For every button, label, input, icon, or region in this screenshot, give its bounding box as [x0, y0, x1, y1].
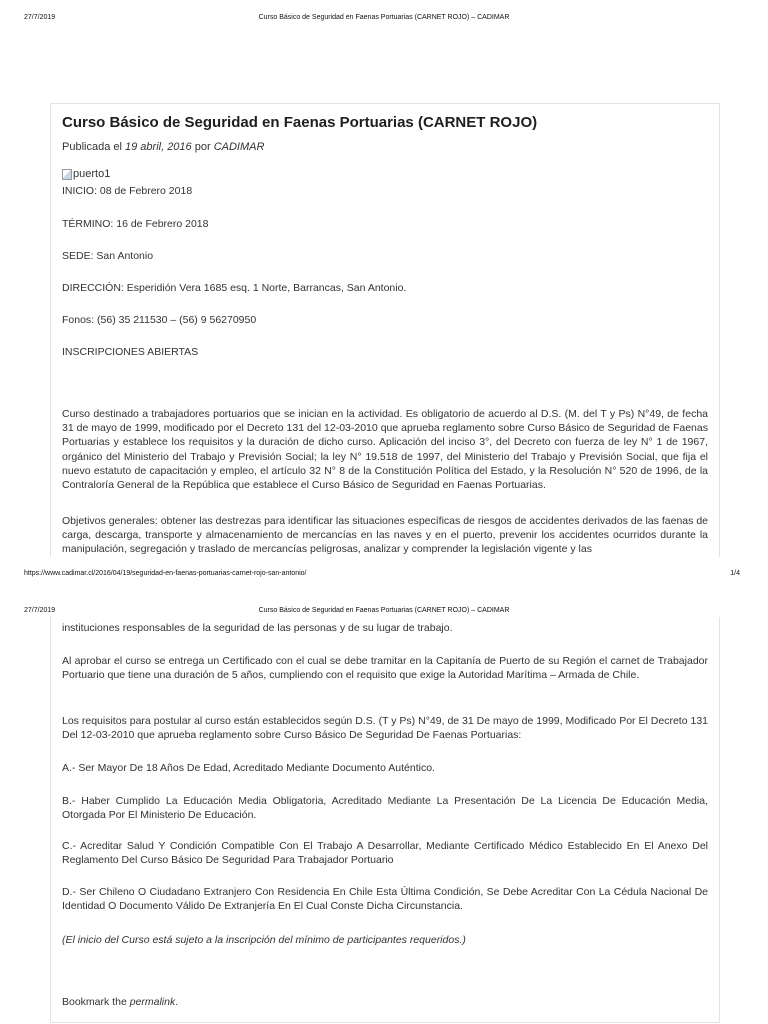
article-card-continued — [50, 617, 720, 1023]
image-alt-text: puerto1 — [73, 168, 111, 180]
post-meta — [62, 141, 708, 153]
bookmark-suffix: . — [175, 996, 179, 1008]
broken-image-icon — [62, 169, 72, 180]
objectives-continued: instituciones responsables de la seguridad de las personas y de su lugar de trabajo. — [62, 622, 453, 634]
phones: Fonos: (56) 35 211530 – (56) 9 56270950 — [62, 314, 257, 326]
objectives-paragraph: Objetivos generales: obtener las destrezas para identificar las situaciones específicas de riesgos de accidentes derivados de las faenas de carga, descarga, transporte y almacenamiento de mercancías en las naves y en el puerto, prevenir los accidentes ocurridos durante la manipulación, segregación y traslado de mercancías peligrosas, analizar y comprender la legislación vigente y las — [62, 515, 708, 556]
published-date[interactable]: 19 abril, 2016 — [125, 141, 192, 153]
header-date: 27/7/2019 — [24, 14, 56, 21]
footer-url[interactable]: https://www.cadimar.cl/2016/04/19/seguridad-en-faenas-portuarias-carnet-rojo-san-antonio/ — [24, 570, 307, 577]
bookmark-prefix: Bookmark the — [62, 996, 130, 1008]
course-intro: Curso destinado a trabajadores portuarios que se inician en la actividad. Es obligatorio de acuerdo al D.S. (M. del T y Ps) N°49, de fecha 31 de mayo de 1999, modificado por el Decreto 131 del 12-03-2010 que aprueba reglamento sobre Curso Básico de Seguridad de Faenas Portuarias y establece los requisitos y la duración de dicho curso. Aplicación del inciso 3°, del Decreto con fuerza de ley N° 1 de 1967, orgánico del Ministerio del Trabajo y Previsión Social; la ley N° 19.518 de 1997, del Ministerio del Trabajo y Previsión Social, que fija el nuevo estatuto de capacitación y empleo, el artículo 32 N° 8 de la Constitución Política del Estado, y la Resolución N° 520 de 1996, de la Contraloría General de la República que establece el Curso Básico de Seguridad en Faenas Portuarias. — [62, 408, 708, 492]
registration-status: INSCRIPCIONES ABIERTAS — [62, 346, 199, 358]
requirements-intro: Los requisitos para postular al curso están establecidos según D.S. (T y Ps) N°49, de 31 De mayo de 1999, Modificado Por El Decreto 131 Del 12-03-2010 que aprueba reglamento sobre Curso Básico De Seguridad De Faenas Portuarias: — [62, 715, 708, 742]
course-note: (El inicio del Curso está sujeto a la inscripción del mínimo de participantes requeridos.) — [62, 934, 466, 946]
requirement-c: C.- Acreditar Salud Y Condición Compatible Con El Trabajo A Desarrollar, Mediante Certificado Médico Establecido En El Anexo Del Reglamento Del Curso Básico De Seguridad Para Trabajador Portuario — [62, 840, 708, 867]
requirement-d: D.- Ser Chileno O Ciudadano Extranjero Con Residencia En Chile Esta Última Condición, Se Debe Acreditar Con La Cédula Nacional De Identidad O Documento Válido De Extranjería En El Cual Conste Dicha Circunstancia. — [62, 886, 708, 913]
header-title: Curso Básico de Seguridad en Faenas Portuarias (CARNET ROJO) – CADIMAR — [258, 14, 510, 21]
certificate-paragraph: Al aprobar el curso se entrega un Certificado con el cual se debe tramitar en la Capitanía de Puerto de su Región el carnet de Trabajador Portuario que tiene una duración de 5 años, cumpliendo con el requisito que exige la Autoridad Marítima – Armada de Chile. — [62, 655, 708, 682]
published-by: por — [191, 141, 214, 153]
requirement-a: A.- Ser Mayor De 18 Años De Edad, Acreditado Mediante Documento Auténtico. — [62, 762, 435, 774]
footer-page-number: 1/4 — [730, 570, 740, 577]
address: DIRECCIÓN: Esperidión Vera 1685 esq. 1 Norte, Barrancas, San Antonio. — [62, 282, 407, 294]
end-date: TÉRMINO: 16 de Febrero 2018 — [62, 218, 209, 230]
header-title-2: Curso Básico de Seguridad en Faenas Portuarias (CARNET ROJO) – CADIMAR — [258, 607, 510, 614]
permalink-link[interactable]: permalink — [129, 996, 176, 1008]
post-title: Curso Básico de Seguridad en Faenas Portuarias (CARNET ROJO) — [62, 114, 538, 131]
published-prefix: Publicada el — [62, 141, 125, 153]
venue: SEDE: San Antonio — [62, 250, 154, 262]
post-author[interactable]: CADIMAR — [213, 141, 265, 153]
header-date-2: 27/7/2019 — [24, 607, 56, 614]
start-date: INICIO: 08 de Febrero 2018 — [62, 185, 193, 197]
post-image — [62, 168, 708, 180]
article-card — [50, 103, 720, 557]
requirement-b: B.- Haber Cumplido La Educación Media Obligatoria, Acreditado Mediante La Presentación De La Licencia De Educación Media, Otorgada Por El Ministerio De Educación. — [62, 795, 708, 822]
bookmark-line — [62, 995, 708, 1009]
